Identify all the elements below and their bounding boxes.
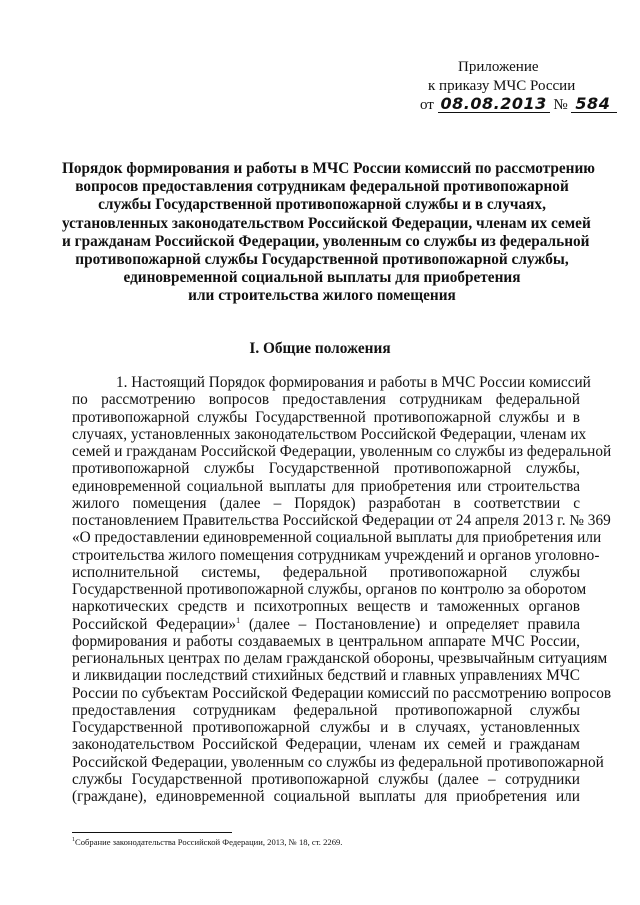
paragraph-line: 1. Настоящий Порядок формирования и работы в МЧС России комиссий [116, 374, 591, 391]
paragraph-line: (граждане), единовременной социальной выплаты для приобретения или [72, 788, 580, 805]
paragraph-line: случаях, установленных законодательством Российской Федерации, членам их [72, 425, 587, 443]
footnote-divider [72, 832, 232, 833]
paragraph-line: строительства жилого помещения сотрудникам учреждений и органов уголовно- [72, 546, 600, 564]
paragraph-line: по рассмотрению вопросов предоставления сотрудникам федеральной [72, 391, 580, 409]
annex-order-ref: к приказу МЧС России [428, 78, 576, 94]
title-line: установленных законодательством Российской Федерации, членам их семей [62, 214, 591, 232]
paragraph-line-text: Российской Федерации» [72, 615, 237, 633]
title-line: Порядок формирования и работы в МЧС России комиссий по рассмотрению [62, 160, 595, 177]
title-line: противопожарной службы Государственной противопожарной службы, [75, 251, 569, 269]
paragraph-line: Государственной противопожарной службы, органов по контролю за оборотом [72, 581, 587, 598]
paragraph-line: законодательством Российской Федерации, членам их семей и гражданам [72, 736, 580, 754]
paragraph-line: единовременной социальной выплаты для приобретения или строительства [72, 477, 580, 495]
paragraph-1 [72, 374, 612, 805]
footnote-text: Собрание законодательства Российской Федерации, 2013, № 18, ст. 2269. [75, 837, 343, 847]
handwritten-date: 08.08.2013 [438, 96, 550, 113]
paragraph-line: региональных центрах по делам гражданской обороны, чрезвычайным ситуациям [72, 650, 608, 667]
title-line: или строительства жилого помещения [188, 287, 456, 305]
handwritten-number: 584 [571, 96, 617, 113]
document-title [62, 160, 595, 306]
paragraph-line: постановлением Правительства Российской Федерации от 24 апреля 2013 г. № 369 [72, 512, 611, 529]
paragraph-line: России по субъектам Российской Федерации комиссий по рассмотрению вопросов [72, 684, 612, 702]
title-line: единовременной социальной выплаты для приобретения [123, 269, 521, 287]
annex-label: Приложение [458, 59, 539, 75]
paragraph-line-with-footnote [72, 616, 580, 633]
annex-block [420, 58, 617, 115]
number-label: № [553, 97, 568, 113]
paragraph-line: Российской Федерации, уволенным со службы из федеральной противопожарной [72, 753, 604, 771]
paragraph-line: противопожарной службы Государственной противопожарной службы и в [72, 408, 580, 426]
paragraph-line-text: (далее – Постановление) и определяет правила [240, 615, 580, 633]
footnote-mark: 1 [72, 837, 75, 844]
paragraph-line: предоставления сотрудникам федеральной противопожарной службы [72, 701, 580, 719]
paragraph-line: Государственной противопожарной службы и в случаях, установленных [72, 719, 580, 736]
paragraph-line: наркотических средств и психотропных веществ и таможенных органов [72, 598, 580, 616]
paragraph-line: жилого помещения (далее – Порядок) разработан в соответствии с [72, 494, 580, 512]
paragraph-line: исполнительной системы, федеральной противопожарной службы [72, 563, 580, 581]
section-heading: I. Общие положения [249, 340, 391, 357]
title-line: и гражданам Российской Федерации, уволенным со службы из федеральной [62, 232, 590, 250]
title-line: службы Государственной противопожарной службы и в случаях, [98, 196, 546, 214]
title-line: вопросов предоставления сотрудникам федеральной противопожарной [75, 178, 569, 196]
paragraph-line: и ликвидации последствий стихийных бедствий и главных управлениях МЧС [72, 667, 580, 685]
footnote [72, 837, 342, 847]
paragraph-line: формирования и работы создаваемых в центральном аппарате МЧС России, [72, 632, 580, 650]
paragraph-line: службы Государственной противопожарной службы (далее – сотрудники [72, 770, 580, 788]
paragraph-line: семей и гражданам Российской Федерации, уволенным со службы из федеральной [72, 443, 612, 460]
footnote-ref[interactable]: 1 [236, 615, 241, 625]
paragraph-line: противопожарной службы Государственной противопожарной службы, [72, 460, 580, 478]
paragraph-line: «О предоставлении единовременной социальной выплаты для приобретения или [72, 529, 602, 547]
annex-date-number [420, 96, 617, 115]
from-label: от [420, 97, 434, 113]
